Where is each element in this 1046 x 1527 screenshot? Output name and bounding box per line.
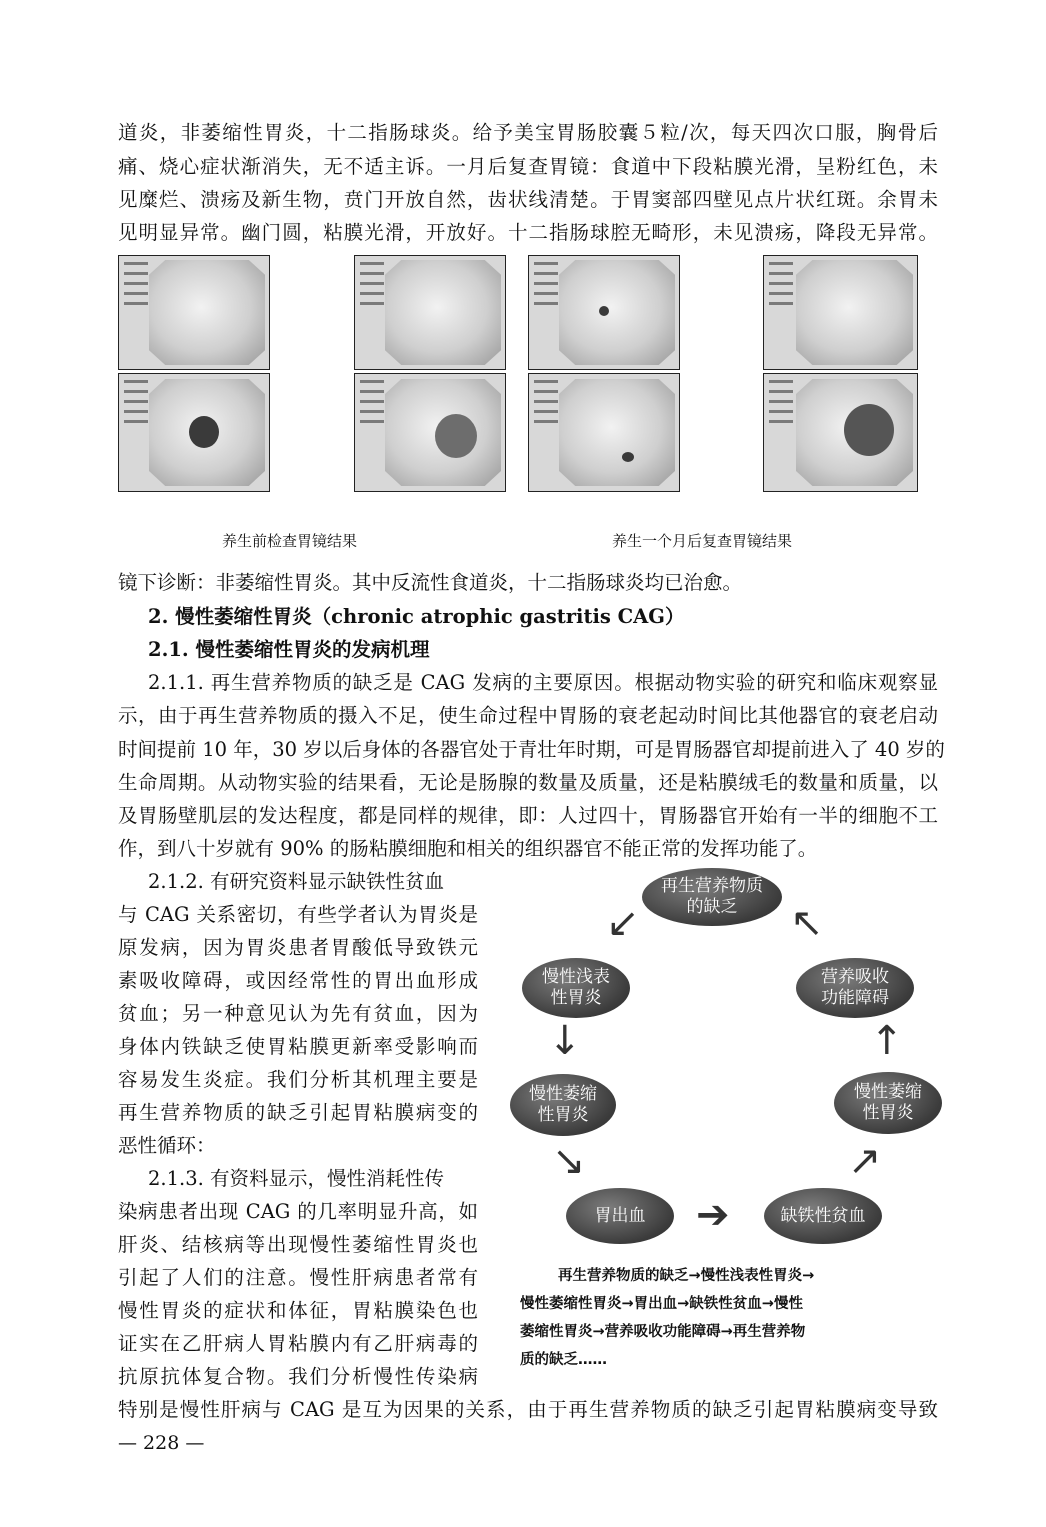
paragraph-line: 贫血；另一种意见认为先有贫血，因为 [118, 1002, 478, 1025]
paragraph-line: 示，由于再生营养物质的摄入不足，使生命过程中胃肠的衰老起动时间比其他器官的衰老启动 [118, 704, 938, 727]
paragraph-line: 见明显异常。幽门圆，粘膜光滑，开放好。十二指肠球腔无畸形，未见溃疡，降段无异常。 [118, 221, 938, 244]
cycle-node-superficial-gastritis: 慢性浅表 性胃炎 [522, 958, 630, 1018]
paragraph-line: 见糜烂、溃疡及新生物，贲门开放自然，齿状线清楚。于胃窦部四壁见点片状红斑。余胃未 [118, 188, 938, 211]
cycle-arrow: ↓ [548, 1018, 582, 1064]
paragraph-line: 原发病，因为胃炎患者胃酸低导致铁元 [118, 936, 478, 959]
cycle-node-atrophic-gastritis-right: 慢性萎缩 性胃炎 [834, 1072, 942, 1134]
paragraph-line: 特别是慢性肝病与 CAG 是互为因果的关系，由于再生营养物质的缺乏引起胃粘膜病变导致 [118, 1398, 938, 1421]
cycle-arrow: ↗ [848, 1138, 882, 1184]
paragraph-line: 慢性胃炎的症状和体征，胃粘膜染色也 [118, 1299, 478, 1322]
endoscopy-image [763, 255, 918, 370]
paragraph-line: 时间提前 10 年，30 岁以后身体的各器官处于青壮年时期，可是胃肠器官却提前进入了 40 岁的 [118, 738, 945, 761]
endoscopy-image [354, 373, 506, 492]
paragraph-line: 2.1.2. 有研究资料显示缺铁性贫血 [148, 870, 445, 893]
paragraph-line: 及胃肠壁肌层的发达程度，都是同样的规律，即：人过四十，胃肠器官开始有一半的细胞不工 [118, 804, 938, 827]
paragraph-line: 恶性循环： [118, 1134, 216, 1157]
paragraph-line: 引起了人们的注意。慢性肝病患者常有 [118, 1266, 478, 1289]
paragraph-line: 肝炎、结核病等出现慢性萎缩性胃炎也 [118, 1233, 478, 1256]
paragraph-line: 作，到八十岁就有 90% 的肠粘膜细胞和相关的组织器官不能正常的发挥功能了。 [118, 837, 818, 860]
diagnosis-line: 镜下诊断：非萎缩性胃炎。其中反流性食道炎，十二指肠球炎均已治愈。 [118, 571, 743, 594]
cycle-arrow: ➔ [696, 1192, 730, 1238]
image-caption-after: 养生一个月后复查胃镜结果 [612, 532, 793, 550]
paragraph-line: 与 CAG 关系密切，有些学者认为胃炎是 [118, 903, 478, 926]
paragraph-line: 2.1.3. 有资料显示，慢性消耗性传 [148, 1167, 445, 1190]
paragraph-line: 道炎，非萎缩性胃炎，十二指肠球炎。给予美宝胃肠胶囊５粒/次，每天四次口服，胸骨后 [118, 121, 938, 144]
paragraph-line: 容易发生炎症。我们分析其机理主要是 [118, 1068, 478, 1091]
cycle-node-nutrient-deficiency: 再生营养物质 的缺乏 [642, 868, 782, 926]
endoscopy-image [763, 373, 918, 492]
paragraph-line: 身体内铁缺乏使胃粘膜更新率受影响而 [118, 1035, 478, 1058]
cycle-node-gastric-bleeding: 胃出血 [566, 1188, 674, 1244]
image-caption-before: 养生前检查胃镜结果 [222, 532, 358, 550]
endoscopy-image [118, 255, 270, 370]
paragraph-line: 抗原抗体复合物。我们分析慢性传染病 [118, 1365, 478, 1388]
endoscopy-image [118, 373, 270, 492]
paragraph-line: 素吸收障碍，或因经常性的胃出血形成 [118, 969, 478, 992]
paragraph-line: 痛、烧心症状渐消失，无不适主诉。一月后复查胃镜：食道中下段粘膜光滑，呈粉红色，未 [118, 155, 938, 178]
cycle-arrow: ↖ [790, 900, 824, 946]
endoscopy-image [528, 373, 680, 492]
paragraph-line: 生命周期。从动物实验的结果看，无论是肠腺的数量及质量，还是粘膜绒毛的数量和质量，以 [118, 771, 938, 794]
cycle-arrow: ↑ [870, 1018, 904, 1064]
endoscopy-image [528, 255, 680, 370]
cycle-arrow: ↘ [552, 1138, 586, 1184]
paragraph-line: 证实在乙肝病人胃粘膜内有乙肝病毒的 [118, 1332, 478, 1355]
paragraph-line: 再生营养物质的缺乏引起胃粘膜病变的 [118, 1101, 478, 1124]
cycle-node-absorption-disorder: 营养吸收 功能障碍 [796, 958, 914, 1018]
section-2-title: 2. 慢性萎缩性胃炎（chronic atrophic gastritis CAG） [148, 605, 685, 628]
paragraph-line: 染病患者出现 CAG 的几率明显升高，如 [118, 1200, 478, 1223]
cycle-node-iron-anemia: 缺铁性贫血 [764, 1188, 882, 1244]
cycle-node-atrophic-gastritis-left: 慢性萎缩 性胃炎 [510, 1074, 616, 1136]
page-number: — 228 — [118, 1432, 205, 1454]
endoscopy-image [354, 255, 506, 370]
cycle-arrow: ↙ [606, 900, 640, 946]
paragraph-line: 2.1.1. 再生营养物质的缺乏是 CAG 发病的主要原因。根据动物实验的研究和临床观察显 [148, 671, 938, 694]
section-2-1-title: 2.1. 慢性萎缩性胃炎的发病机理 [148, 638, 430, 661]
